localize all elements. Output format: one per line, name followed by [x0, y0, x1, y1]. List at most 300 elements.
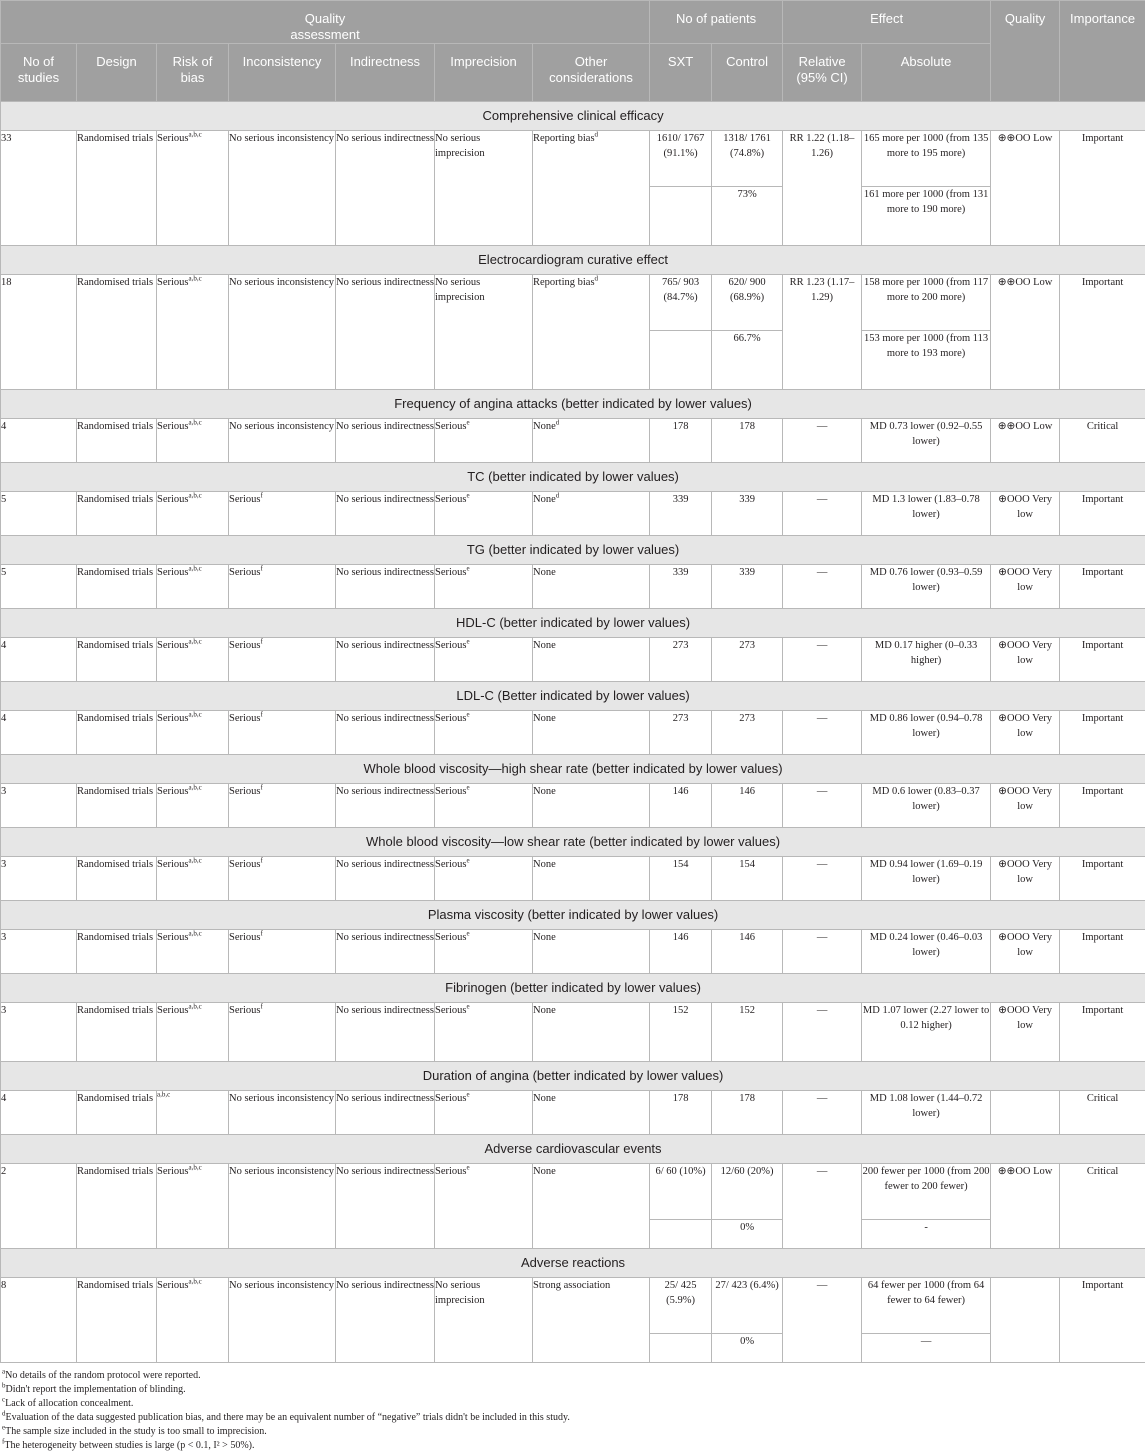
footnote-marker: f — [260, 929, 263, 938]
footnote-text: Lack of allocation concealment. — [5, 1398, 134, 1409]
footnote-c — [2, 1397, 1142, 1411]
cell-importance: Important — [1060, 565, 1145, 609]
header-control: Control — [712, 44, 783, 102]
cell-control: 339 — [712, 492, 783, 536]
imprecision-text: Serious — [435, 494, 467, 505]
cell-risk-of-bias — [157, 784, 229, 828]
cell-inconsistency — [229, 1164, 336, 1249]
other-text: None — [533, 932, 556, 943]
cell-imprecision — [435, 784, 533, 828]
section-header-row — [1, 390, 1145, 419]
footnote-marker: e — [466, 564, 470, 573]
cell-relative: — — [783, 1278, 862, 1363]
cell-imprecision — [435, 930, 533, 974]
cell-imprecision — [435, 1164, 533, 1249]
cell-other-considerations — [533, 638, 650, 682]
footnote-mark: c — [2, 1395, 6, 1404]
inconsistency-text: Serious — [229, 640, 261, 651]
cell-inconsistency — [229, 1091, 336, 1135]
cell-absolute: MD 0.76 lower (0.93–0.59 lower) — [862, 565, 991, 609]
table-row — [1, 1278, 1145, 1334]
header-inconsistency: Inconsistency — [229, 44, 336, 102]
cell-other-considerations — [533, 275, 650, 390]
header-effect: Effect — [783, 1, 991, 44]
cell-design: Randomised trials — [77, 711, 157, 755]
inconsistency-text: Serious — [229, 786, 261, 797]
inconsistency-text: No serious inconsistency — [229, 277, 334, 288]
header-no-of-patients: No of patients — [650, 1, 783, 44]
cell-importance: Important — [1060, 930, 1145, 974]
cell-indirectness: No serious indirectness — [336, 711, 435, 755]
cell-design: Randomised trials — [77, 419, 157, 463]
cell-quality: ⊕⊕OO Low — [991, 1164, 1060, 1249]
cell-no-of-studies: 4 — [1, 1091, 77, 1135]
cell-sxt: 6/ 60 (10%) — [650, 1164, 712, 1220]
footnote-marker: a,b,c — [188, 274, 202, 283]
cell-inconsistency — [229, 857, 336, 901]
cell-no-of-studies: 4 — [1, 638, 77, 682]
footnote-marker: a,b,c — [188, 637, 202, 646]
inconsistency-text: Serious — [229, 494, 261, 505]
cell-absolute: 200 fewer per 1000 (from 200 fewer to 200 fewer) — [862, 1164, 991, 1220]
cell-imprecision — [435, 1278, 533, 1363]
cell-sxt: 152 — [650, 1003, 712, 1062]
cell-control: 273 — [712, 638, 783, 682]
cell-control-baseline: 0% — [712, 1334, 783, 1363]
cell-sxt: 1610/ 1767 (91.1%) — [650, 131, 712, 187]
cell-sxt-empty — [650, 331, 712, 390]
cell-other-considerations — [533, 784, 650, 828]
imprecision-text: Serious — [435, 1166, 467, 1177]
table-row — [1, 784, 1145, 828]
cell-importance: Important — [1060, 638, 1145, 682]
cell-importance: Important — [1060, 711, 1145, 755]
cell-inconsistency — [229, 638, 336, 682]
cell-relative: — — [783, 638, 862, 682]
cell-absolute: MD 1.07 lower (2.27 lower to 0.12 higher) — [862, 1003, 991, 1062]
header-absolute: Absolute — [862, 44, 991, 102]
section-header-row — [1, 536, 1145, 565]
other-text: None — [533, 1005, 556, 1016]
footnote-marker: a,b,c — [157, 1090, 171, 1099]
cell-absolute: MD 0.17 higher (0–0.33 higher) — [862, 638, 991, 682]
footnote-marker: a,b,c — [188, 1163, 202, 1172]
cell-design: Randomised trials — [77, 565, 157, 609]
cell-imprecision — [435, 492, 533, 536]
inconsistency-text: No serious inconsistency — [229, 1280, 334, 1291]
cell-no-of-studies: 3 — [1, 930, 77, 974]
header-importance: Importance — [1060, 1, 1145, 102]
other-text: None — [533, 1093, 556, 1104]
cell-risk-of-bias — [157, 1091, 229, 1135]
cell-indirectness: No serious indirectness — [336, 419, 435, 463]
cell-design: Randomised trials — [77, 1278, 157, 1363]
cell-indirectness: No serious indirectness — [336, 131, 435, 246]
cell-control: 178 — [712, 1091, 783, 1135]
cell-sxt: 178 — [650, 419, 712, 463]
cell-control: 152 — [712, 1003, 783, 1062]
cell-sxt: 273 — [650, 638, 712, 682]
section-title: Whole blood viscosity—high shear rate (better indicated by lower values) — [1, 755, 1145, 784]
footnote-marker: e — [466, 929, 470, 938]
cell-inconsistency — [229, 784, 336, 828]
cell-no-of-studies: 3 — [1, 784, 77, 828]
cell-control: 273 — [712, 711, 783, 755]
table-row — [1, 492, 1145, 536]
section-title: LDL-C (Better indicated by lower values) — [1, 682, 1145, 711]
imprecision-text: Serious — [435, 713, 467, 724]
footnote-marker: a,b,c — [188, 929, 202, 938]
other-text: Reporting bias — [533, 133, 595, 144]
cell-sxt: 339 — [650, 565, 712, 609]
imprecision-text: Serious — [435, 640, 467, 651]
section-header-row — [1, 901, 1145, 930]
cell-relative: — — [783, 1003, 862, 1062]
cell-sxt: 178 — [650, 1091, 712, 1135]
cell-other-considerations — [533, 1278, 650, 1363]
cell-other-considerations — [533, 1091, 650, 1135]
cell-inconsistency — [229, 1278, 336, 1363]
imprecision-text: Serious — [435, 1005, 467, 1016]
cell-control: 146 — [712, 784, 783, 828]
section-title: Fibrinogen (better indicated by lower values) — [1, 974, 1145, 1003]
cell-quality: ⊕⊕OO Low — [991, 131, 1060, 246]
risk-text: Serious — [157, 421, 189, 432]
table-body — [1, 102, 1145, 1363]
cell-indirectness: No serious indirectness — [336, 1091, 435, 1135]
cell-absolute: MD 1.3 lower (1.83–0.78 lower) — [862, 492, 991, 536]
cell-other-considerations — [533, 565, 650, 609]
inconsistency-text: No serious inconsistency — [229, 133, 334, 144]
cell-sxt: 146 — [650, 784, 712, 828]
cell-relative: — — [783, 857, 862, 901]
risk-text: Serious — [157, 567, 189, 578]
cell-risk-of-bias — [157, 930, 229, 974]
footnote-marker: a,b,c — [188, 856, 202, 865]
cell-design: Randomised trials — [77, 784, 157, 828]
cell-importance: Important — [1060, 1003, 1145, 1062]
cell-indirectness: No serious indirectness — [336, 784, 435, 828]
cell-importance: Important — [1060, 1278, 1145, 1363]
section-header-row — [1, 463, 1145, 492]
inconsistency-text: Serious — [229, 859, 261, 870]
footnote-mark: b — [2, 1381, 6, 1390]
other-text: Strong association — [533, 1280, 611, 1291]
cell-importance: Important — [1060, 492, 1145, 536]
cell-sxt: 339 — [650, 492, 712, 536]
footnote-f — [2, 1439, 1142, 1453]
footnote-marker: e — [466, 418, 470, 427]
cell-design: Randomised trials — [77, 1091, 157, 1135]
inconsistency-text: No serious inconsistency — [229, 421, 334, 432]
cell-risk-of-bias — [157, 492, 229, 536]
footnote-text: Didn't report the implementation of blinding. — [5, 1384, 186, 1395]
cell-other-considerations — [533, 711, 650, 755]
cell-sxt: 765/ 903 (84.7%) — [650, 275, 712, 331]
section-title: TC (better indicated by lower values) — [1, 463, 1145, 492]
cell-no-of-studies: 8 — [1, 1278, 77, 1363]
header-relative: Relative (95% CI) — [783, 44, 862, 102]
cell-imprecision — [435, 711, 533, 755]
other-text: None — [533, 1166, 556, 1177]
cell-control: 27/ 423 (6.4%) — [712, 1278, 783, 1334]
cell-other-considerations — [533, 131, 650, 246]
risk-text: Serious — [157, 713, 189, 724]
section-header-row — [1, 755, 1145, 784]
footnote-marker: e — [466, 1163, 470, 1172]
cell-no-of-studies: 5 — [1, 492, 77, 536]
footnote-mark: a — [2, 1367, 6, 1376]
section-title: Frequency of angina attacks (better indicated by lower values) — [1, 390, 1145, 419]
cell-importance: Critical — [1060, 1164, 1145, 1249]
cell-absolute: MD 0.94 lower (1.69–0.19 lower) — [862, 857, 991, 901]
footnote-text: Evaluation of the data suggested publication bias, and there may be an equivalent number of “negative” trials didn't be included in this study. — [5, 1412, 570, 1423]
section-title: Whole blood viscosity—low shear rate (better indicated by lower values) — [1, 828, 1145, 857]
cell-risk-of-bias — [157, 275, 229, 390]
table-row — [1, 1091, 1145, 1135]
cell-absolute: MD 0.24 lower (0.46–0.03 lower) — [862, 930, 991, 974]
footnote-marker: f — [260, 637, 263, 646]
cell-imprecision — [435, 419, 533, 463]
inconsistency-text: Serious — [229, 567, 261, 578]
cell-importance: Important — [1060, 131, 1145, 246]
cell-absolute-baseline: 161 more per 1000 (from 131 more to 190 more) — [862, 187, 991, 246]
section-header-row — [1, 1249, 1145, 1278]
cell-design: Randomised trials — [77, 857, 157, 901]
imprecision-text: No serious imprecision — [435, 277, 485, 303]
cell-control: 146 — [712, 930, 783, 974]
cell-sxt: 154 — [650, 857, 712, 901]
imprecision-text: Serious — [435, 421, 467, 432]
inconsistency-text: Serious — [229, 713, 261, 724]
cell-indirectness: No serious indirectness — [336, 638, 435, 682]
section-title: Electrocardiogram curative effect — [1, 246, 1145, 275]
cell-design: Randomised trials — [77, 930, 157, 974]
cell-relative: — — [783, 565, 862, 609]
footnote-marker: f — [260, 783, 263, 792]
cell-quality — [991, 1091, 1060, 1135]
cell-relative: — — [783, 1091, 862, 1135]
imprecision-text: Serious — [435, 859, 467, 870]
section-header-row — [1, 1135, 1145, 1164]
cell-no-of-studies: 5 — [1, 565, 77, 609]
cell-other-considerations — [533, 1164, 650, 1249]
cell-importance: Important — [1060, 275, 1145, 390]
cell-indirectness: No serious indirectness — [336, 857, 435, 901]
imprecision-text: No serious imprecision — [435, 133, 485, 159]
cell-no-of-studies: 18 — [1, 275, 77, 390]
footnote-marker: a,b,c — [188, 130, 202, 139]
cell-control: 154 — [712, 857, 783, 901]
cell-control: 178 — [712, 419, 783, 463]
cell-quality — [991, 1278, 1060, 1363]
cell-imprecision — [435, 1003, 533, 1062]
cell-relative: — — [783, 711, 862, 755]
cell-importance: Important — [1060, 857, 1145, 901]
cell-risk-of-bias — [157, 1278, 229, 1363]
imprecision-text: Serious — [435, 786, 467, 797]
cell-quality: ⊕⊕OO Low — [991, 419, 1060, 463]
section-header-row — [1, 682, 1145, 711]
section-title: Adverse reactions — [1, 1249, 1145, 1278]
cell-control: 12/60 (20%) — [712, 1164, 783, 1220]
other-text: None — [533, 640, 556, 651]
imprecision-text: Serious — [435, 1093, 467, 1104]
cell-absolute: MD 0.86 lower (0.94–0.78 lower) — [862, 711, 991, 755]
cell-sxt-empty — [650, 187, 712, 246]
cell-absolute-baseline: - — [862, 1220, 991, 1249]
footnote-marker: a,b,c — [188, 564, 202, 573]
footnote-marker: a,b,c — [188, 418, 202, 427]
section-title: TG (better indicated by lower values) — [1, 536, 1145, 565]
footnote-marker: f — [260, 710, 263, 719]
cell-no-of-studies: 3 — [1, 1003, 77, 1062]
other-text: None — [533, 494, 556, 505]
cell-inconsistency — [229, 131, 336, 246]
section-header-row — [1, 246, 1145, 275]
cell-inconsistency — [229, 275, 336, 390]
cell-indirectness: No serious indirectness — [336, 492, 435, 536]
cell-quality: ⊕OOO Very low — [991, 784, 1060, 828]
cell-quality: ⊕OOO Very low — [991, 492, 1060, 536]
cell-control-baseline: 66.7% — [712, 331, 783, 390]
section-title: Plasma viscosity (better indicated by lower values) — [1, 901, 1145, 930]
cell-absolute-baseline: 153 more per 1000 (from 113 more to 193 more) — [862, 331, 991, 390]
other-text: None — [533, 786, 556, 797]
footnote-marker: f — [260, 856, 263, 865]
cell-relative: — — [783, 784, 862, 828]
risk-text: Serious — [157, 932, 189, 943]
footnote-text: No details of the random protocol were reported. — [5, 1370, 201, 1381]
cell-imprecision — [435, 565, 533, 609]
cell-sxt: 146 — [650, 930, 712, 974]
imprecision-text: Serious — [435, 567, 467, 578]
cell-absolute: MD 0.73 lower (0.92–0.55 lower) — [862, 419, 991, 463]
cell-quality: ⊕OOO Very low — [991, 638, 1060, 682]
risk-text: Serious — [157, 1280, 189, 1291]
footnote-b — [2, 1383, 1142, 1397]
header-quality-assessment: Quality assessment — [1, 1, 650, 44]
footnote-marker: e — [466, 491, 470, 500]
cell-imprecision — [435, 638, 533, 682]
cell-absolute: MD 1.08 lower (1.44–0.72 lower) — [862, 1091, 991, 1135]
header-indirectness: Indirectness — [336, 44, 435, 102]
cell-no-of-studies: 3 — [1, 857, 77, 901]
header-risk-of-bias: Risk of bias — [157, 44, 229, 102]
footnote-marker: f — [260, 564, 263, 573]
footnote-marker: e — [466, 1090, 470, 1099]
footnote-marker: a,b,c — [188, 1002, 202, 1011]
cell-importance: Important — [1060, 784, 1145, 828]
footnote-marker: d — [594, 130, 599, 139]
cell-no-of-studies: 2 — [1, 1164, 77, 1249]
risk-text: Serious — [157, 640, 189, 651]
header-sxt: SXT — [650, 44, 712, 102]
cell-indirectness: No serious indirectness — [336, 1278, 435, 1363]
cell-design: Randomised trials — [77, 131, 157, 246]
cell-imprecision — [435, 275, 533, 390]
footnote-e — [2, 1425, 1142, 1439]
header-imprecision: Imprecision — [435, 44, 533, 102]
inconsistency-text: No serious inconsistency — [229, 1093, 334, 1104]
cell-other-considerations — [533, 419, 650, 463]
risk-text: Serious — [157, 494, 189, 505]
section-title: HDL-C (better indicated by lower values) — [1, 609, 1145, 638]
footnote-marker: e — [466, 783, 470, 792]
cell-no-of-studies: 4 — [1, 419, 77, 463]
cell-risk-of-bias — [157, 419, 229, 463]
cell-inconsistency — [229, 565, 336, 609]
footnote-marker: e — [466, 637, 470, 646]
cell-control: 1318/ 1761 (74.8%) — [712, 131, 783, 187]
cell-risk-of-bias — [157, 565, 229, 609]
table-row — [1, 275, 1145, 331]
cell-sxt: 273 — [650, 711, 712, 755]
section-header-row — [1, 974, 1145, 1003]
table-row — [1, 638, 1145, 682]
inconsistency-text: Serious — [229, 1005, 261, 1016]
cell-indirectness: No serious indirectness — [336, 930, 435, 974]
cell-other-considerations — [533, 492, 650, 536]
cell-absolute: 158 more per 1000 (from 117 more to 200 more) — [862, 275, 991, 331]
header-quality: Quality — [991, 1, 1060, 102]
cell-risk-of-bias — [157, 857, 229, 901]
cell-inconsistency — [229, 930, 336, 974]
cell-inconsistency — [229, 492, 336, 536]
cell-relative: — — [783, 492, 862, 536]
cell-design: Randomised trials — [77, 1164, 157, 1249]
section-header-row — [1, 102, 1145, 131]
cell-indirectness: No serious indirectness — [336, 565, 435, 609]
cell-design: Randomised trials — [77, 1003, 157, 1062]
section-title: Comprehensive clinical efficacy — [1, 102, 1145, 131]
inconsistency-text: Serious — [229, 932, 261, 943]
cell-quality: ⊕OOO Very low — [991, 711, 1060, 755]
cell-imprecision — [435, 1091, 533, 1135]
cell-risk-of-bias — [157, 131, 229, 246]
cell-design: Randomised trials — [77, 492, 157, 536]
table-row — [1, 1003, 1145, 1062]
section-header-row — [1, 609, 1145, 638]
footnote-marker: a,b,c — [188, 491, 202, 500]
footnote-marker: d — [594, 274, 599, 283]
risk-text: Serious — [157, 859, 189, 870]
table-row — [1, 131, 1145, 187]
other-text: None — [533, 567, 556, 578]
cell-risk-of-bias — [157, 638, 229, 682]
cell-risk-of-bias — [157, 711, 229, 755]
cell-other-considerations — [533, 930, 650, 974]
footnote-marker: f — [260, 1002, 263, 1011]
table-row — [1, 1164, 1145, 1220]
cell-relative: — — [783, 930, 862, 974]
footnote-marker: f — [260, 491, 263, 500]
cell-no-of-studies: 33 — [1, 131, 77, 246]
cell-control: 620/ 900 (68.9%) — [712, 275, 783, 331]
cell-quality: ⊕OOO Very low — [991, 1003, 1060, 1062]
section-title: Adverse cardiovascular events — [1, 1135, 1145, 1164]
footnote-marker: e — [466, 710, 470, 719]
inconsistency-text: No serious inconsistency — [229, 1166, 334, 1177]
cell-indirectness: No serious indirectness — [336, 1003, 435, 1062]
header-other-considerations: Other considerations — [533, 44, 650, 102]
risk-text: Serious — [157, 1166, 189, 1177]
footnote-marker: e — [466, 856, 470, 865]
cell-indirectness: No serious indirectness — [336, 1164, 435, 1249]
cell-no-of-studies: 4 — [1, 711, 77, 755]
cell-quality: ⊕OOO Very low — [991, 857, 1060, 901]
imprecision-text: Serious — [435, 932, 467, 943]
